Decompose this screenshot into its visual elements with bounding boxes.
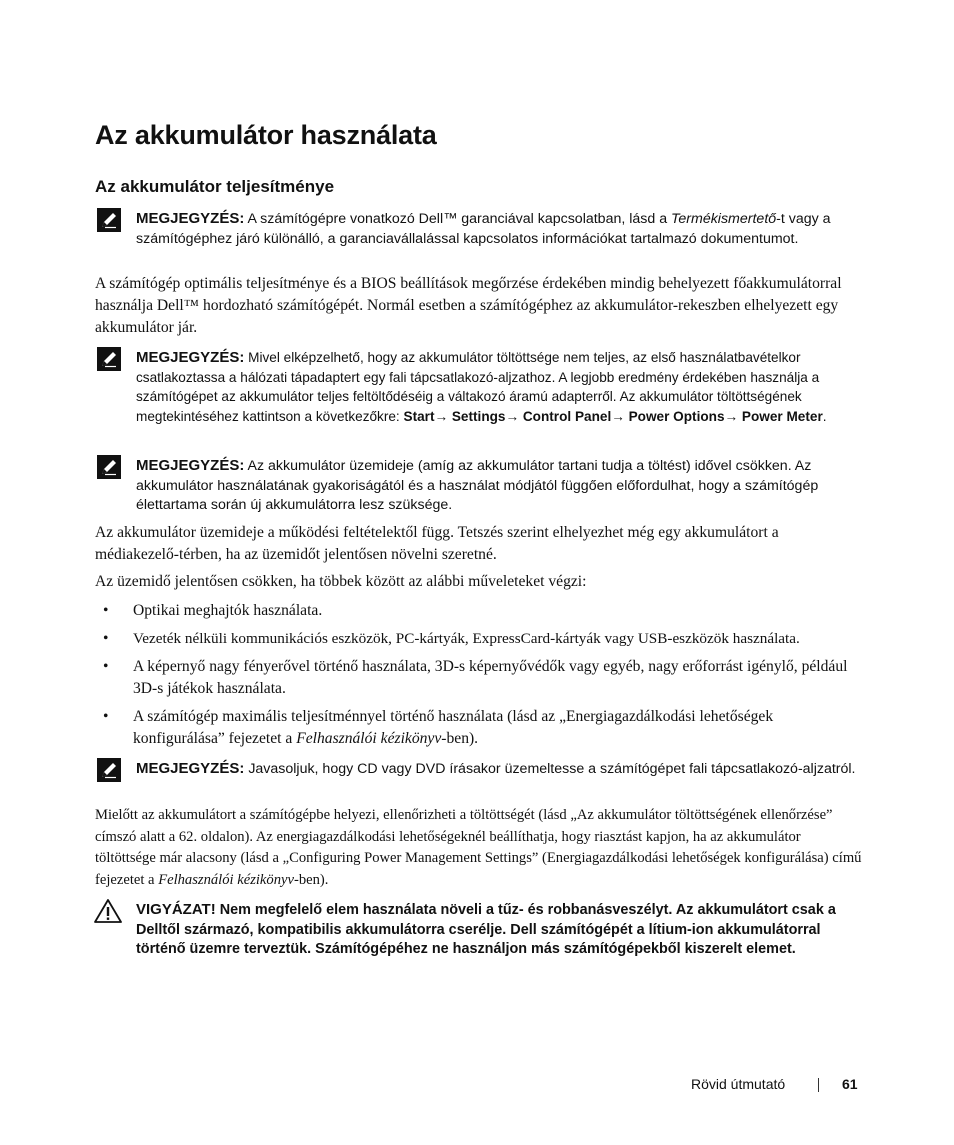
section-heading: Az akkumulátor teljesítménye bbox=[95, 177, 335, 196]
note-pencil-icon bbox=[96, 454, 122, 480]
note-label: MEGJEGYZÉS: bbox=[136, 760, 245, 777]
paragraph-1: A számítógép optimális teljesítménye és a BIOS beállítások megőrzése érdekében mindig behelyezett főakkumulátorral használja Dell™ hordozható számítógépét. Normál esetben a számítógéphez az akkumulátor-rekeszben elhelyezett egy akkumulátor jár. bbox=[95, 275, 842, 336]
note-label: MEGJEGYZÉS: bbox=[136, 457, 245, 474]
bullet-icon: • bbox=[103, 658, 109, 675]
bullet-icon: • bbox=[103, 630, 109, 647]
note-pencil-icon bbox=[96, 757, 122, 783]
page-number: 61 bbox=[842, 1076, 858, 1092]
note-pencil-icon bbox=[96, 346, 122, 372]
footer-separator bbox=[818, 1078, 819, 1092]
note-label: MEGJEGYZÉS: bbox=[136, 349, 245, 366]
bullet-icon: • bbox=[103, 708, 109, 725]
note-3-text: MEGJEGYZÉS: Az akkumulátor üzemideje (amíg az akkumulátor tartani tudja a töltést) idővel csökken. Az akkumulátor használatának gyakoriságától és a használat módjától függően előfordulhat, hogy a számítógép élettartama során új akkumulátorra lesz szüksége. bbox=[136, 457, 819, 513]
note-pencil-icon bbox=[96, 207, 122, 233]
caution-text: VIGYÁZAT! Nem megfelelő elem használata növeli a tűz- és robbanásveszélyt. Az akkumulátort csak a Delltől származó, kompatibilis akkumulátorra cserélje. Dell számítógépét a lítium-ion akkumulátorral történő üzemre terveztük. Számítógépéhez ne használjon más számítógépekből kiszerelt elemet. bbox=[136, 901, 836, 957]
caution-triangle-icon bbox=[94, 898, 122, 924]
paragraph-2: Az akkumulátor üzemideje a működési feltételektől függ. Tetszés szerint elhelyezhet még egy akkumulátort a médiakezelő-térben, ha az üzemidőt jelentősen növelni szeretné. bbox=[95, 524, 779, 563]
paragraph-4: Mielőtt az akkumulátort a számítógépbe helyezi, ellenőrizheti a töltöttségét (lásd „Az akkumulátor töltöttségének ellenőrzése” címszó alatt a 62. oldalon). Az energiagazdálkodási lehetőségeknél beállíthatja, hogy riasztást kapjon, ha az akkumulátor töltöttsége már alacsony (lásd a „Configuring Power Management Settings” (Energiagazdálkodási lehetőségek konfigurálása) című fejezetet a Felhasználói kézikönyv-ben). bbox=[95, 807, 862, 888]
bullet-icon: • bbox=[103, 602, 109, 619]
caution-label: VIGYÁZAT! bbox=[136, 901, 216, 918]
note-label: MEGJEGYZÉS: bbox=[136, 210, 245, 227]
note-2-text: MEGJEGYZÉS: Mivel elképzelhető, hogy az akkumulátor töltöttsége nem teljes, az első használatbavételkor csatlakoztassa a hálózati tápadaptert egy fali tápcsatlakozó-aljzathoz. A legjobb eredmény érdekében használja a számítógépet az akkumulátor teljes feltöltődéséig a váltakozó áramú adapterről. Az akkumulátor töltöttségének megtekintéséhez kattintson a következőkre: Start→ Settings→ Control Panel→ Power Options→ Power Meter. bbox=[136, 349, 827, 424]
note-4-text: MEGJEGYZÉS: Javasoljuk, hogy CD vagy DVD írásakor üzemeltesse a számítógépet fali tápcsatlakozó-aljzatról. bbox=[136, 760, 856, 777]
footer-guide-title: Rövid útmutató bbox=[691, 1076, 786, 1092]
page-title: Az akkumulátor használata bbox=[95, 120, 437, 150]
paragraph-3: Az üzemidő jelentősen csökken, ha többek között az alábbi műveleteket végzi: bbox=[95, 573, 587, 590]
note-1-text: MEGJEGYZÉS: A számítógépre vonatkozó Dell™ garanciával kapcsolatban, lásd a Termékismertető-t vagy a számítógéphez járó különálló, a garanciavállalással kapcsolatos információkat tartalmazó dokumentumot. bbox=[136, 210, 831, 247]
